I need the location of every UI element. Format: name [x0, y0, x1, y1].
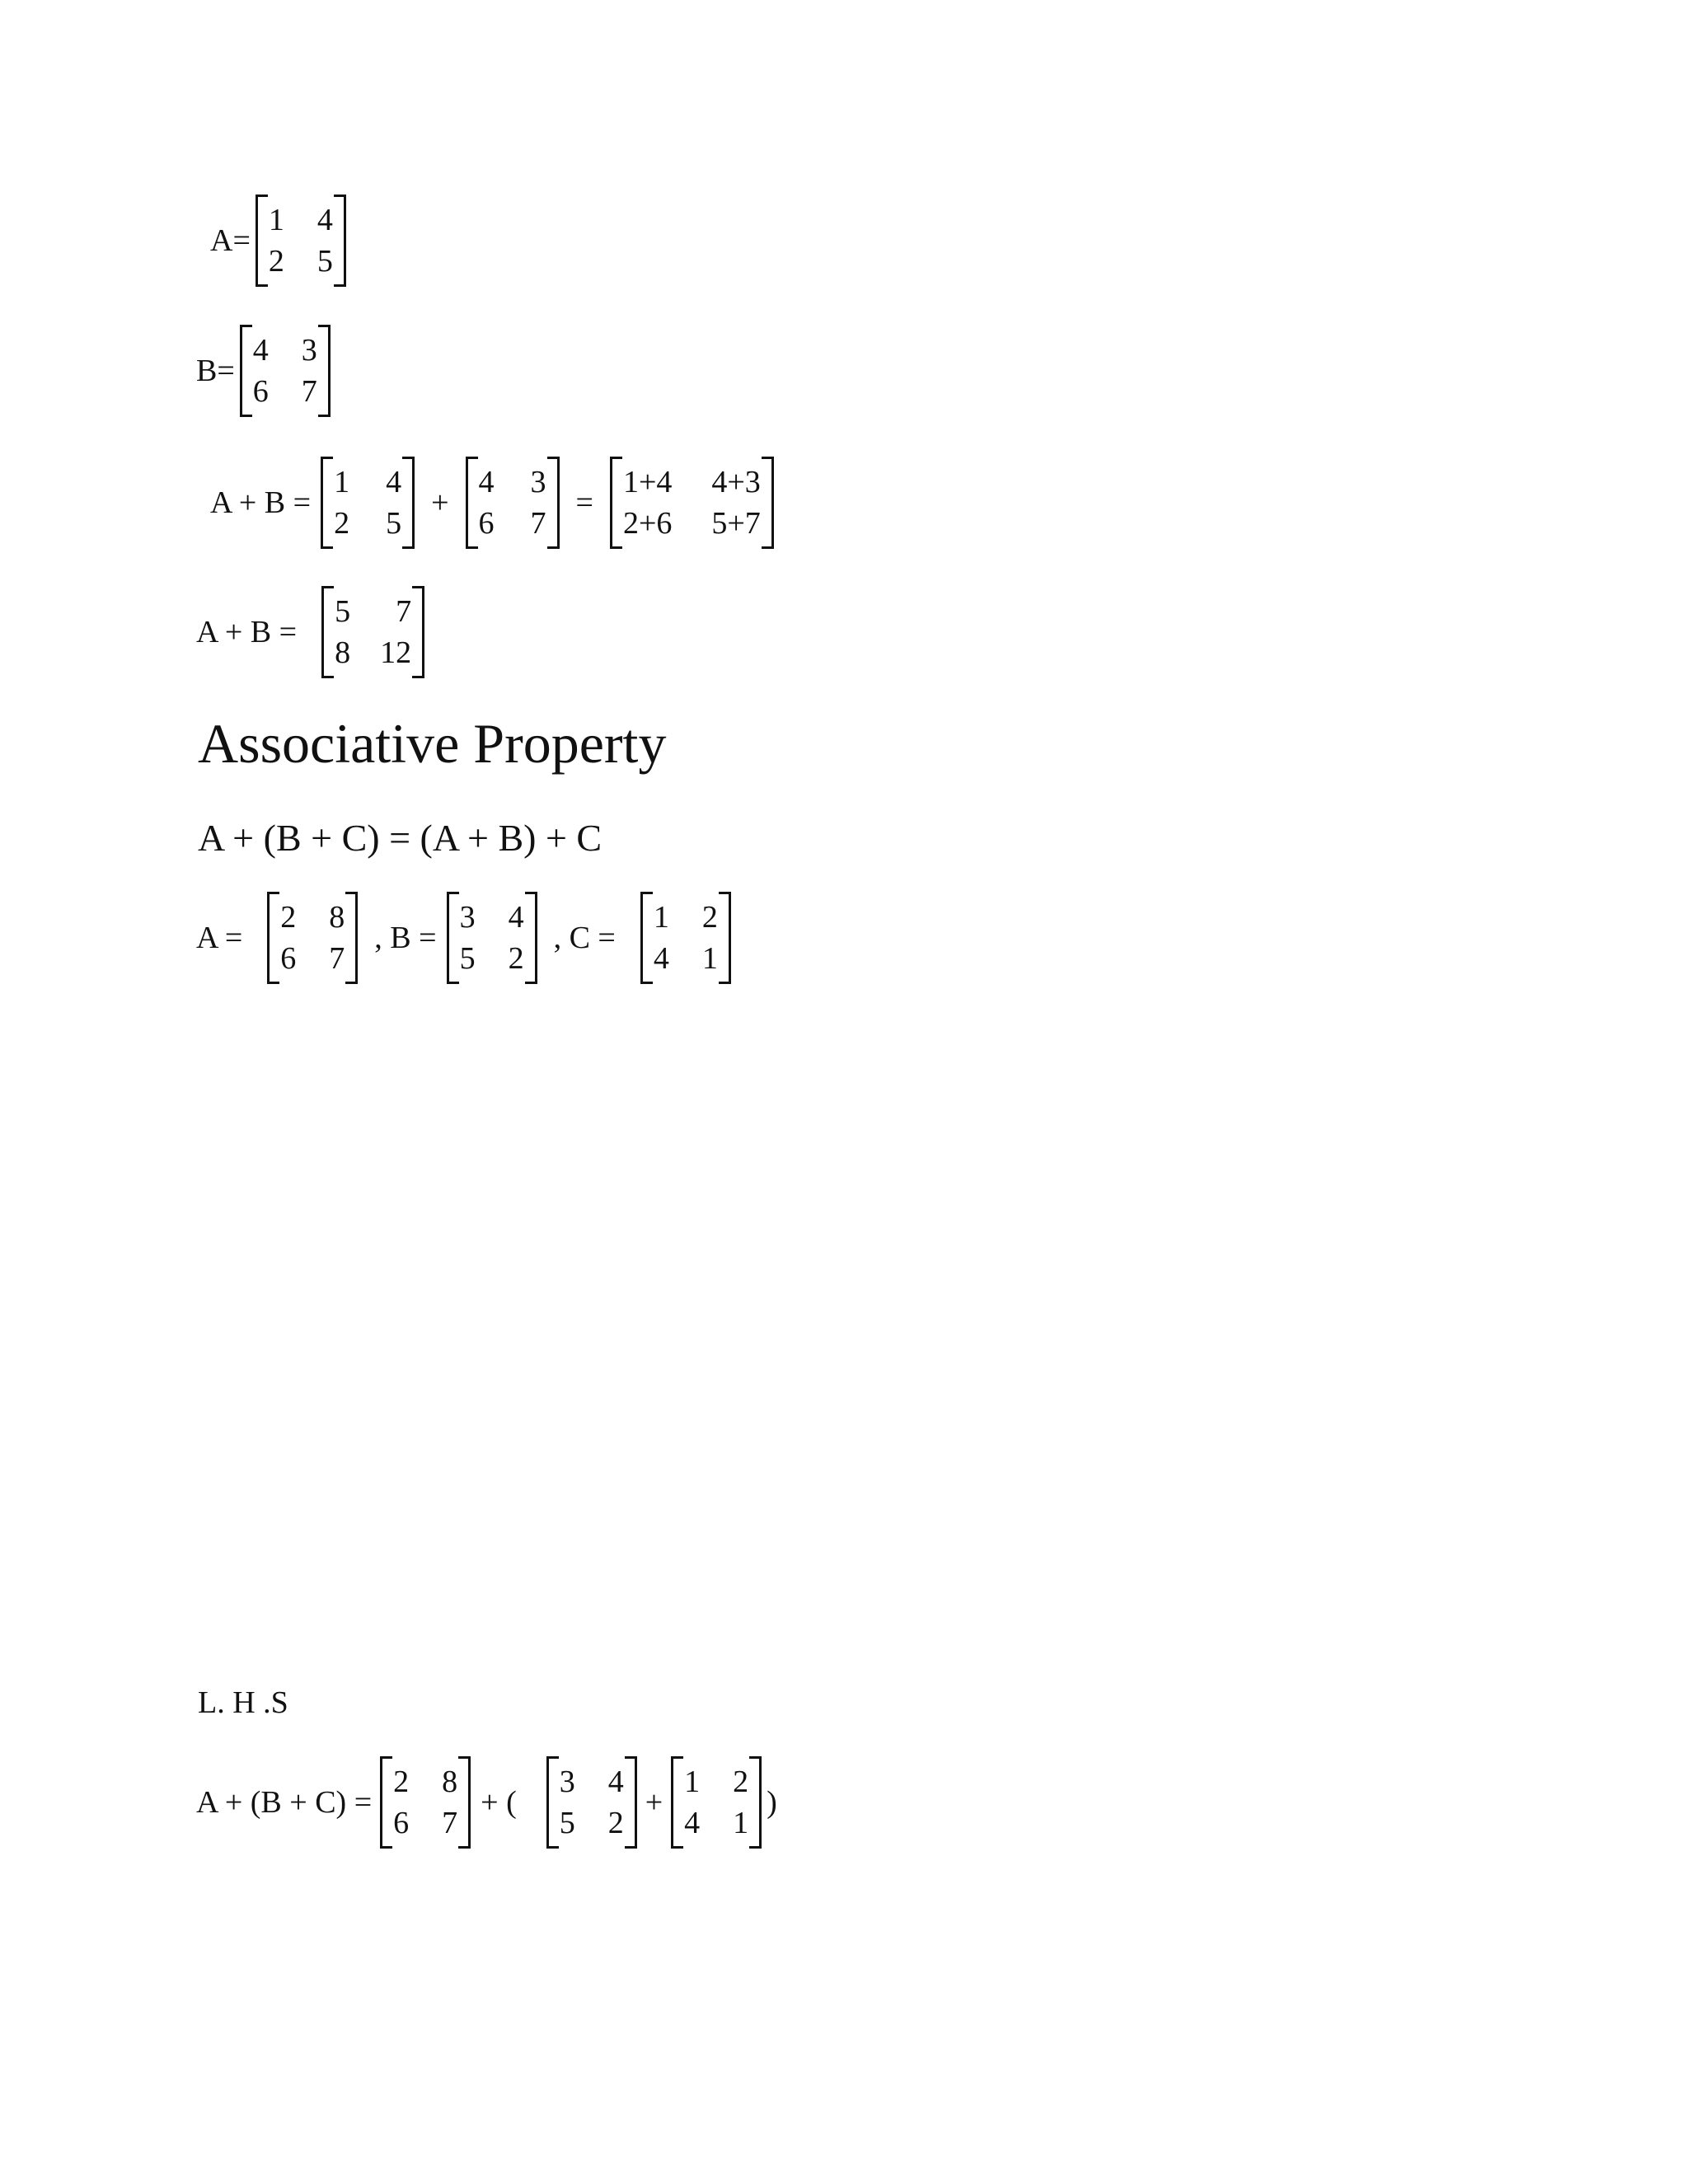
right-bracket	[749, 1756, 762, 1849]
matrix-cell: 3	[530, 465, 546, 499]
right-bracket	[318, 325, 331, 417]
matrix-cell: 4	[478, 465, 495, 499]
matrix-cell: 8	[329, 900, 345, 935]
left-bracket	[466, 457, 478, 549]
right-bracket	[458, 1756, 471, 1849]
matrix-a-label: A=	[210, 223, 251, 258]
matrix-cell: 5	[459, 941, 476, 976]
left-bracket	[546, 1756, 559, 1849]
section-heading: Associative Property	[198, 712, 667, 775]
matrix-cell: 8	[442, 1765, 458, 1799]
left-bracket	[671, 1756, 683, 1849]
matrix-cell: 2	[268, 244, 284, 279]
left-bracket	[240, 325, 252, 417]
right-bracket	[334, 194, 346, 287]
plus-sign: +	[431, 485, 449, 520]
matrix-cell: 1	[268, 203, 284, 237]
matrix-cell: 4	[653, 941, 669, 976]
matrix-b	[447, 897, 537, 979]
matrix-cell: 7	[329, 941, 345, 976]
associative-property-equation: A + (B + C) = (A + B) + C	[198, 817, 603, 859]
matrix-cell: 4	[508, 900, 524, 935]
matrix-cell: 1	[653, 900, 669, 935]
sum-result-matrix	[321, 591, 424, 673]
matrix-c	[640, 897, 731, 979]
matrix-cell: 2	[334, 506, 350, 541]
matrix-cell: 3	[559, 1765, 575, 1799]
lhs-expression-label: A + (B + C) =	[196, 1785, 373, 1820]
matrix-cell: 1	[334, 465, 350, 499]
matrix-cell: 2	[733, 1765, 749, 1799]
matrix-cell: 4	[607, 1765, 624, 1799]
right-bracket	[762, 457, 774, 549]
lhs-expression	[196, 1761, 777, 1844]
matrix-b-definition	[196, 330, 335, 412]
right-bracket	[402, 457, 415, 549]
right-bracket	[719, 892, 731, 984]
sum-step-matrix-b	[466, 462, 560, 544]
matrix-cell: 5	[559, 1806, 575, 1840]
sum-result-label: A + B =	[196, 615, 298, 649]
matrix-cell: 6	[252, 374, 269, 409]
left-bracket	[267, 892, 279, 984]
matrix-cell: 6	[393, 1806, 410, 1840]
matrix-cell: 6	[280, 941, 297, 976]
sum-step-label: A + B =	[210, 485, 312, 520]
lhs-label: L. H .S	[198, 1685, 288, 1720]
equals-sign: =	[575, 485, 593, 520]
right-bracket	[625, 1756, 637, 1849]
sum-result-equation	[196, 591, 429, 673]
left-bracket	[610, 457, 622, 549]
matrix-cell: 1	[684, 1765, 701, 1799]
matrix-cell: 7	[396, 594, 412, 629]
sum-step-matrix-a	[321, 462, 415, 544]
sum-step-equation	[210, 462, 779, 544]
matrix-cell: 1	[733, 1806, 749, 1840]
matrix-cell: 2	[508, 941, 524, 976]
matrix-cell: 5	[386, 506, 402, 541]
plus-open-paren: + (	[481, 1785, 517, 1820]
matrix-cell: 2	[280, 900, 297, 935]
matrix-cell: 7	[301, 374, 317, 409]
sum-step-matrix-expanded	[610, 462, 774, 544]
matrix-cell: 4	[252, 333, 269, 368]
matrix-cell: 4+3	[711, 465, 761, 499]
left-bracket	[321, 457, 333, 549]
matrix-cell: 8	[335, 635, 351, 670]
matrix-cell: 4	[386, 465, 402, 499]
matrix-cell: 6	[478, 506, 495, 541]
left-bracket	[321, 586, 334, 678]
right-bracket	[345, 892, 358, 984]
matrix-cell: 2	[701, 900, 718, 935]
matrix-cell: 7	[442, 1806, 458, 1840]
matrix-c-label: , C =	[553, 921, 616, 955]
left-bracket	[256, 194, 268, 287]
matrix-a	[267, 897, 358, 979]
right-bracket	[525, 892, 537, 984]
matrix-cell: 7	[530, 506, 546, 541]
plus-sign: +	[645, 1785, 663, 1820]
matrix-a-label: A =	[196, 921, 243, 955]
matrix-cell: 1+4	[622, 465, 673, 499]
matrix-cell: 2	[607, 1806, 624, 1840]
left-bracket	[380, 1756, 392, 1849]
lhs-matrix-b	[546, 1761, 637, 1844]
matrix-cell: 4	[684, 1806, 701, 1840]
left-bracket	[640, 892, 653, 984]
matrix-b-label: B=	[196, 354, 235, 388]
matrix-b-label: , B =	[374, 921, 437, 955]
matrix-cell: 5	[335, 594, 351, 629]
matrix-a	[256, 199, 346, 282]
lhs-matrix-c	[671, 1761, 762, 1844]
matrix-cell: 12	[380, 635, 412, 670]
matrix-a-definition	[210, 199, 351, 282]
close-paren: )	[767, 1785, 777, 1820]
matrix-cell: 5	[316, 244, 333, 279]
matrix-cell: 1	[701, 941, 718, 976]
matrix-cell: 2+6	[622, 506, 673, 541]
right-bracket	[412, 586, 424, 678]
matrix-cell: 5+7	[711, 506, 761, 541]
matrix-cell: 3	[301, 333, 317, 368]
matrix-cell: 3	[459, 900, 476, 935]
lhs-matrix-a	[380, 1761, 471, 1844]
matrix-cell: 4	[316, 203, 333, 237]
matrix-definitions-abc	[196, 897, 736, 979]
left-bracket	[447, 892, 459, 984]
right-bracket	[547, 457, 560, 549]
matrix-cell: 2	[393, 1765, 410, 1799]
matrix-b	[240, 330, 331, 412]
